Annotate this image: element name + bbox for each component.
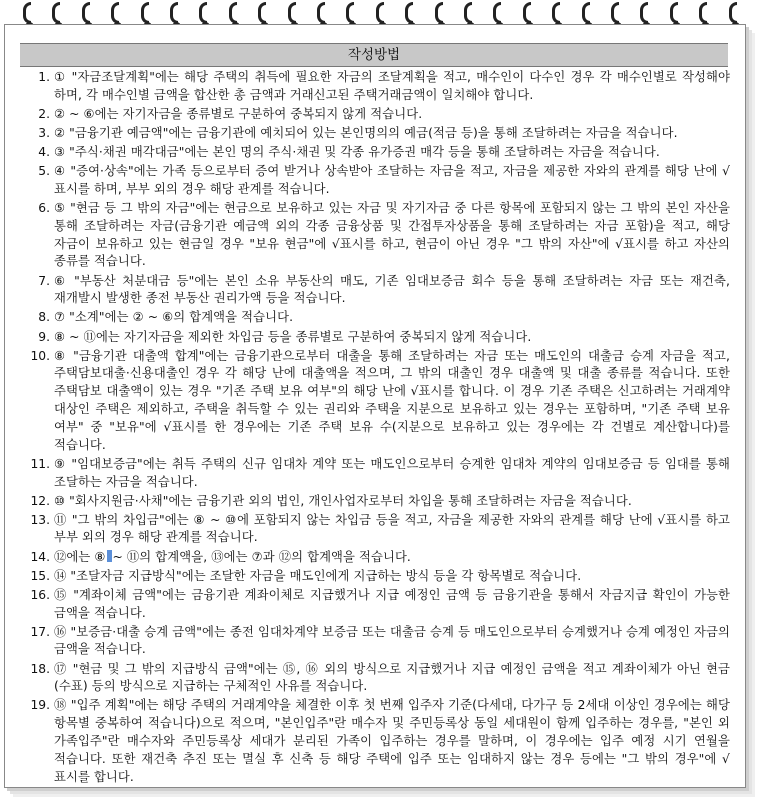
item-number: 2.	[38, 106, 50, 121]
item-number: 10.	[30, 348, 50, 363]
list-item	[20, 587, 730, 623]
list-item	[20, 163, 730, 199]
list-item	[20, 456, 730, 492]
item-text-part: ⑫에는 ⑧	[54, 549, 106, 564]
item-text: ⑮ "계좌이체 금액"에는 금융기관 계좌이체로 지급했거나 지급 예정인 금액 등 금융기관을 통해서 자금지급 확인이 가능한 금액을 적습니다.	[54, 587, 730, 620]
item-text: ⑧ ~ ⑪에는 자기자금을 제외한 차입금 등을 종류별로 구분하여 중복되지 않게 적습니다.	[54, 329, 532, 344]
item-number: 15.	[30, 568, 50, 583]
list-item	[20, 69, 730, 105]
instructions-list	[20, 69, 730, 788]
item-number: 1.	[38, 70, 50, 84]
item-number: 17.	[30, 624, 50, 639]
list-item	[20, 512, 730, 548]
text-cursor	[107, 550, 112, 562]
item-text: ④ "증여·상속"에는 가족 등으로부터 증여 받거나 상속받아 조달하는 자금을 적고, 자금을 제공한 자와의 관계를 해당 난에 √표시를 하며, 부부 외의 경우 해당 관계를 적습니다.	[54, 164, 730, 196]
item-text: ③ "주식·채권 매각대금"에는 본인 명의 주식·채권 및 각종 유가증권 매각 등을 통해 조달하려는 자금을 적습니다.	[54, 145, 660, 160]
list-item	[20, 106, 730, 124]
item-number: 12.	[30, 493, 50, 508]
list-item	[20, 493, 730, 511]
item-text: ① "자금조달계획"에는 해당 주택의 취득에 필요한 자금의 조달계획을 적고, 매수인이 다수인 경우 각 매수인별로 작성해야 하며, 각 매수인별 금액을 합산한 총 금액과 거래신고된 주택거래금액이 일치해야 합니다.	[54, 70, 730, 102]
list-item	[20, 125, 730, 143]
item-text: ⑤ "현금 등 그 밖의 자금"에는 현금으로 보유하고 있는 자금 및 자기자금 중 다른 항목에 포함되지 않는 그 밖의 본인 자산을 통해 조달하려는 자금(금융기관 예금액 외의 각종 금융상품 및 간접투자상품을 통해 조달하려는 자금 포함)을 적고, 해당 자금이 보유하고 있는 현금일 경우 "보유 현금"에 √표시를 하고, 현금이 아닌 경우 "그 밖의 자산"에 √표시를 하고 자산의 종류를 적습니다.	[54, 201, 730, 269]
item-text	[54, 549, 730, 567]
item-text: ② "금융기관 예금액"에는 금융기관에 예치되어 있는 본인명의의 예금(적금 등)을 통해 조달하려는 자금을 적습니다.	[54, 125, 678, 140]
list-item	[20, 144, 730, 162]
item-text: ⑩ "회사지원금·사채"에는 금융기관 외의 법인, 개인사업자로부터 차입을 통해 조달하려는 자금을 적습니다.	[54, 493, 632, 508]
list-item	[20, 273, 730, 309]
notebook-page	[4, 24, 746, 788]
item-text: ⑰ "현금 및 그 밖의 지급방식 금액"에는 ⑮, ⑯ 외의 방식으로 지급했거나 지급 예정인 금액을 적고 계좌이체가 아닌 현금(수표) 등의 방식으로 지급하는 구체적인 사유를 적습니다.	[54, 661, 730, 694]
list-item	[20, 200, 730, 271]
item-text: ⑥ "부동산 처분대금 등"에는 본인 소유 부동산의 매도, 기존 임대보증금 회수 등을 통해 조달하려는 자금 또는 재건축, 재개발시 발생한 종전 부동산 권리가액 등을 적습니다.	[54, 273, 730, 306]
item-number: 11.	[30, 456, 50, 471]
page-title: 작성방법	[20, 43, 728, 67]
item-number: 18.	[30, 661, 50, 676]
item-number: 7.	[38, 273, 50, 288]
list-item	[20, 697, 730, 786]
item-text: ⑭ "조달자금 지급방식"에는 조달한 자금을 매도인에게 지급하는 방식 등을 각 항목별로 적습니다.	[54, 568, 582, 583]
list-item	[20, 568, 730, 586]
item-text: ⑦ "소계"에는 ② ~ ⑥의 합계액을 적습니다.	[54, 310, 294, 325]
item-number: 9.	[38, 329, 50, 344]
list-item	[20, 309, 730, 327]
item-number: 16.	[30, 587, 50, 602]
item-text: ⑱ "입주 계획"에는 해당 주택의 거래계약을 체결한 이후 첫 번째 입주자 기준(다세대, 다가구 등 2세대 이상인 경우에는 해당 항목별 중복하여 적습니다)으로 적으며, "본인입주"란 매수자 및 주민등록상 동일 세대원이 함께 입주하는 경우를, "본인 외 가족입주"란 매수자와 주민등록상 세대가 분리된 가족이 입주하는 경우를 말하며, 이 경우에는 입주 예정 시기 연월을 적습니다. 또한 재건축 추진 또는 멸실 후 신축 등 해당 주택에 입주 또는 임대하지 않는 경우 등에는 "그 밖의 경우"에 √표시를 합니다.	[54, 698, 730, 784]
item-text: ② ~ ⑥에는 자기자금을 종류별로 구분하여 중복되지 않게 적습니다.	[54, 106, 423, 121]
item-text-part: ~ ⑪의 합계액을, ⑬에는 ⑦과 ⑫의 합계액을 적습니다.	[112, 549, 411, 564]
item-number: 19.	[30, 698, 50, 713]
item-number: 5.	[38, 164, 50, 179]
list-item	[20, 661, 730, 697]
list-item	[20, 329, 730, 347]
item-text: ⑪ "그 밖의 차입금"에는 ⑧ ~ ⑩에 포함되지 않는 차입금 등을 적고, 자금을 제공한 자와의 관계를 해당 난에 √표시를 하고 부부 외의 경우 해당 관계를 적습니다.	[54, 512, 730, 545]
item-number: 8.	[38, 310, 50, 325]
item-number: 14.	[30, 549, 50, 564]
item-text: ⑧ "금융기관 대출액 합계"에는 금융기관으로부터 대출을 통해 조달하려는 자금 또는 매도인의 대출금 승계 자금을 적고, 주택담보대출·신용대출인 경우 각 해당 난에 대출액을 적으며, 그 밖의 대출인 경우 대출액 및 대출 종류를 적습니다. 또한 주택담보 대출액이 있는 경우 "기존 주택 보유 여부"의 해당 난에 √표시를 합니다. 이 경우 기존 주택은 신고하려는 거래계약 대상인 주택은 제외하고, 주택을 취득할 수 있는 권리와 주택을 지분으로 보유하고 있는 경우는 포함하며, "기존 주택 보유 여부" 중 "보유"에 √표시를 한 경우에는 기존 주택 보유 수(지분으로 보유하고 있는 경우에는 각 건별로 계산합니다)를 적습니다.	[54, 348, 730, 452]
item-number: 6.	[38, 201, 50, 216]
list-item	[20, 348, 730, 455]
list-item	[20, 549, 730, 567]
item-number: 3.	[38, 125, 50, 140]
item-number: 13.	[30, 512, 50, 527]
item-text: ⑨ "임대보증금"에는 취득 주택의 신규 임대차 계약 또는 매도인으로부터 승계한 임대차 계약의 임대보증금 등 임대를 통해 조달하는 자금을 적습니다.	[54, 456, 730, 489]
item-number: 4.	[38, 145, 50, 160]
item-text: ⑯ "보증금·대출 승계 금액"에는 종전 임대차계약 보증금 또는 대출금 승계 등 매도인으로부터 승계했거나 승계 예정인 자금의 금액을 적습니다.	[54, 624, 730, 657]
list-item	[20, 624, 730, 660]
